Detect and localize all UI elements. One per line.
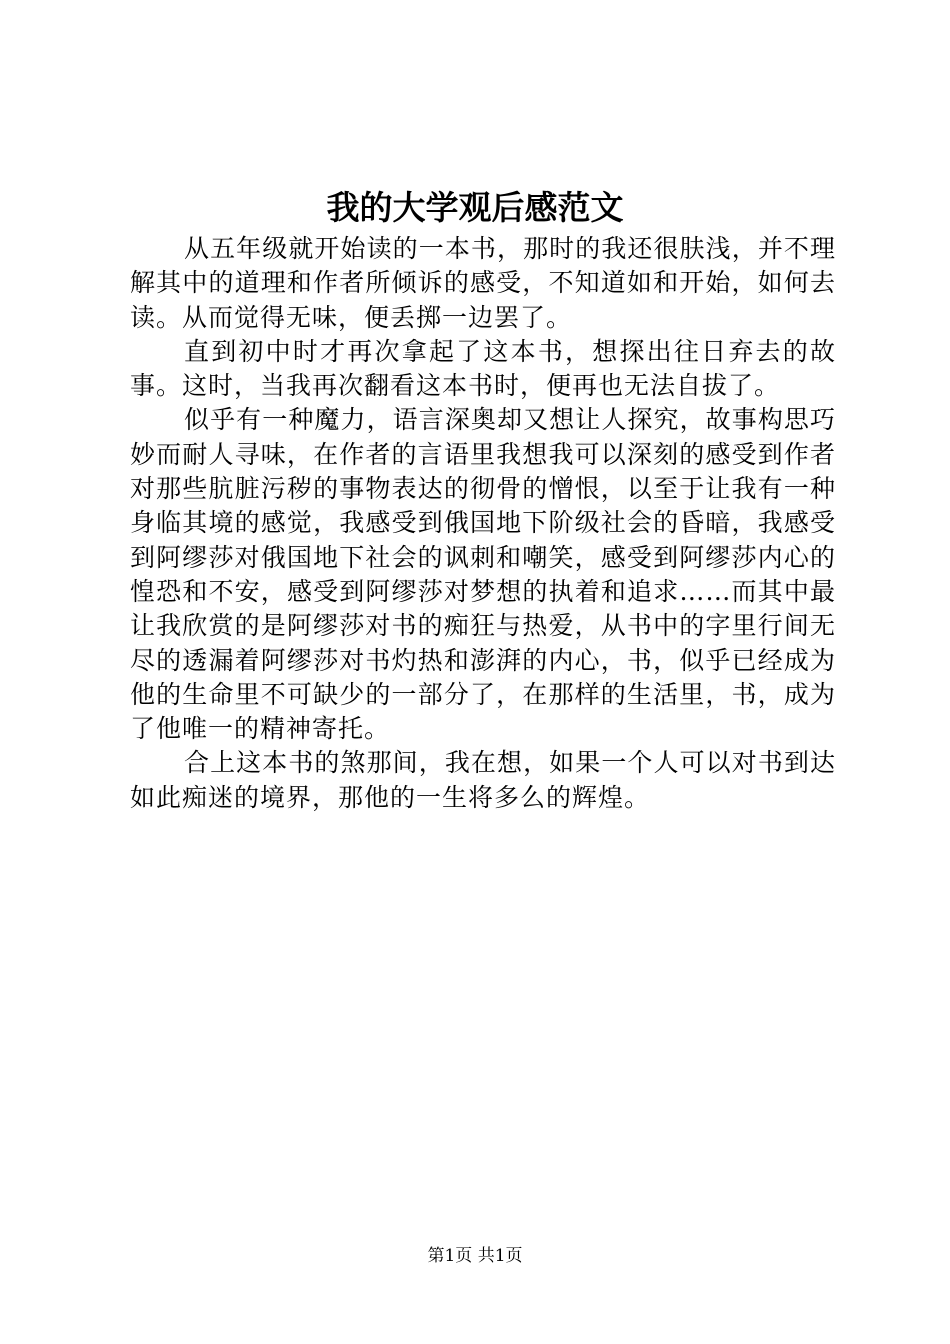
document-body [130, 232, 836, 815]
paragraph-2: 直到初中时才再次拿起了这本书，想探出往日弃去的故事。这时，当我再次翻看这本书时，便再也无法自拔了。 [130, 336, 836, 401]
paragraph-4: 合上这本书的煞那间，我在想，如果一个人可以对书到达如此痴迷的境界，那他的一生将多么的辉煌。 [130, 748, 836, 812]
paragraph-1: 从五年级就开始读的一本书，那时的我还很肤浅，并不理解其中的道理和作者所倾诉的感受，不知道如和开始，如何去读。从而觉得无味，便丢掷一边罢了。 [130, 234, 836, 332]
paragraph-3: 似乎有一种魔力，语言深奥却又想让人探究，故事构思巧妙而耐人寻味，在作者的言语里我想我可以深刻的感受到作者对那些肮脏污秽的事物表达的彻骨的憎恨，以至于让我有一种身临其境的感觉，我感受到俄国地下阶级社会的昏暗，我感受到阿缪莎对俄国地下社会的讽刺和嘲笑，感受到阿缪莎内心的惶恐和不安，感受到阿缪莎对梦想的执着和追求……而其中最让我欣赏的是阿缪莎对书的痴狂与热爱，从书中的字里行间无尽的透漏着阿缪莎对书灼热和澎湃的内心，书，似乎已经成为他的生命里不可缺少的一部分了，在那样的生活里，书，成为了他唯一的精神寄托。 [130, 405, 836, 744]
page-footer: 第1页 共1页 [427, 1246, 523, 1266]
document-title: 我的大学观后感范文 [326, 188, 624, 227]
